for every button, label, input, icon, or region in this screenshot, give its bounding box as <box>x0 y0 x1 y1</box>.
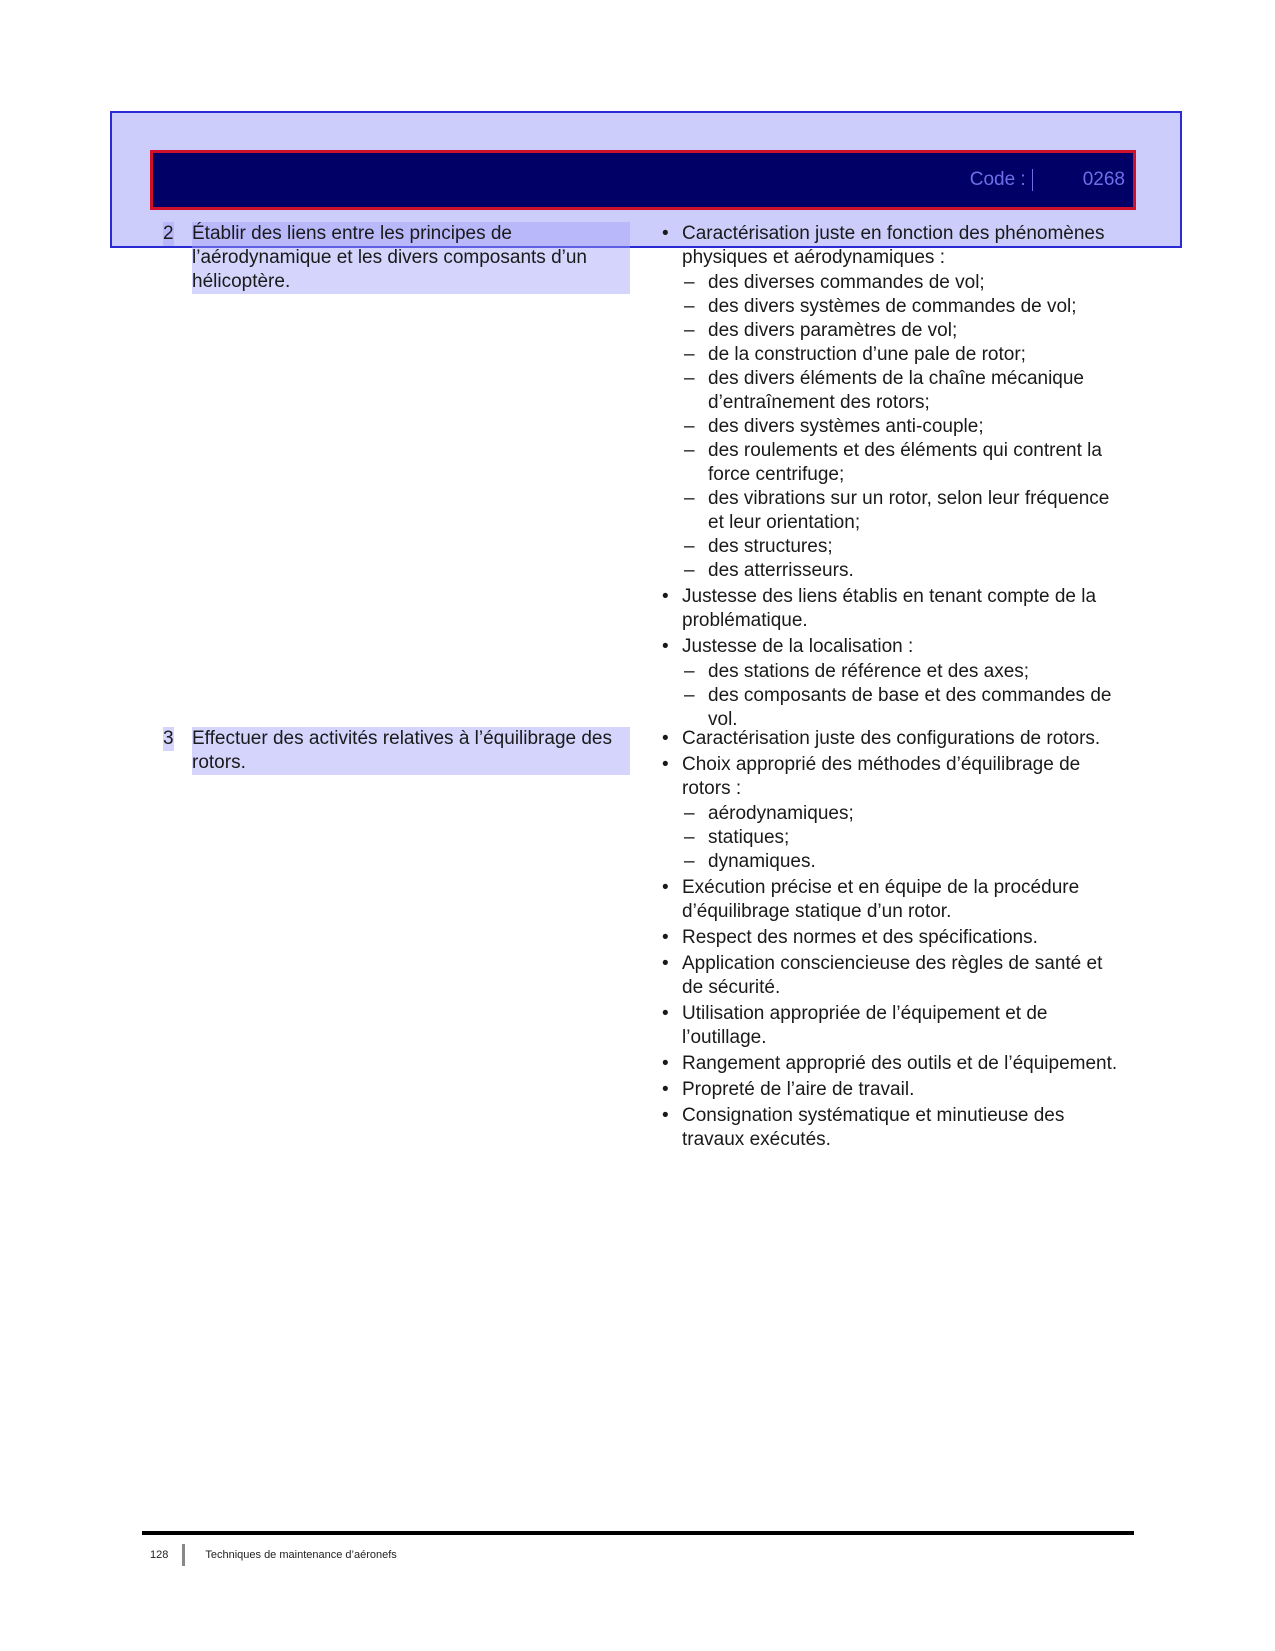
sub-criterion-item <box>660 295 1120 319</box>
sub-criterion-text: des diverses commandes de vol; <box>708 272 985 293</box>
dash-icon: – <box>684 344 695 365</box>
sub-criterion-text: de la construction d’une pale de rotor; <box>708 344 1026 365</box>
dash-icon: – <box>684 296 695 317</box>
criterion-item <box>660 727 1120 751</box>
element-statement <box>160 222 630 294</box>
dash-icon: – <box>684 440 695 461</box>
criterion-text: Utilisation appropriée de l’équipement et de l’outillage. <box>682 1003 1048 1048</box>
criterion-item <box>660 222 1120 270</box>
criterion-item <box>660 876 1120 924</box>
criterion-item <box>660 926 1120 950</box>
sub-criterion-item <box>660 319 1120 343</box>
dash-icon: – <box>684 803 695 824</box>
sub-criterion-item <box>660 559 1120 583</box>
criterion-text: Consignation systématique et minutieuse des travaux exécutés. <box>682 1105 1065 1150</box>
code-separator <box>1032 169 1033 191</box>
sub-criterion-item <box>660 343 1120 367</box>
criterion-item <box>660 585 1120 633</box>
criterion-item <box>660 952 1120 1000</box>
bullet-icon: • <box>662 586 669 607</box>
sub-criterion-text: dynamiques. <box>708 851 816 872</box>
dash-icon: – <box>684 827 695 848</box>
criterion-text: Exécution précise et en équipe de la procédure d’équilibrage statique d’un rotor. <box>682 877 1080 922</box>
page-number: 128 <box>150 1549 169 1561</box>
criterion-item <box>660 1052 1120 1076</box>
sub-criterion-text: des divers éléments de la chaîne mécanique d’entraînement des rotors; <box>708 368 1085 413</box>
sub-criterion-text: des roulements et des éléments qui contrent la force centrifuge; <box>708 440 1102 485</box>
dash-icon: – <box>684 661 695 682</box>
element-number: 2 <box>163 223 174 244</box>
sub-criterion-item <box>660 487 1120 535</box>
footer-title: Techniques de maintenance d’aéronefs <box>205 1549 397 1561</box>
sub-criterion-text: aérodynamiques; <box>708 803 854 824</box>
sub-criterion-text: des atterrisseurs. <box>708 560 854 581</box>
dash-icon: – <box>684 416 695 437</box>
criterion-item <box>660 1002 1120 1050</box>
criterion-item <box>660 1104 1120 1152</box>
sub-criterion-item <box>660 271 1120 295</box>
sub-criterion-item <box>660 415 1120 439</box>
bullet-icon: • <box>662 636 669 657</box>
bullet-icon: • <box>662 223 669 244</box>
element-text: Établir des liens entre les principes de l’aérodynamique et les divers composants d’un hélicoptère. <box>192 222 630 294</box>
element-statement <box>160 727 630 775</box>
page-footer <box>150 1544 397 1566</box>
dash-icon: – <box>684 851 695 872</box>
bullet-icon: • <box>662 1053 669 1074</box>
sub-criterion-item <box>660 802 1120 826</box>
sub-criterion-text: des divers systèmes de commandes de vol; <box>708 296 1077 317</box>
sub-criterion-item <box>660 684 1120 732</box>
code-label: Code : <box>969 169 1026 190</box>
criterion-text: Caractérisation juste des configurations de rotors. <box>682 728 1101 749</box>
bullet-icon: • <box>662 927 669 948</box>
sub-criterion-item <box>660 660 1120 684</box>
sub-criterion-text: des vibrations sur un rotor, selon leur fréquence et leur orientation; <box>708 488 1110 533</box>
sub-criterion-item <box>660 367 1120 415</box>
dash-icon: – <box>684 488 695 509</box>
criterion-text: Justesse des liens établis en tenant compte de la problématique. <box>682 586 1097 631</box>
element-number: 3 <box>163 728 174 749</box>
code-value: 0268 <box>1082 169 1125 190</box>
footer-rule <box>142 1531 1134 1535</box>
criterion-text: Respect des normes et des spécifications. <box>682 927 1038 948</box>
sub-criterion-text: des composants de base et des commandes de vol. <box>708 685 1112 730</box>
header-bar <box>150 150 1136 210</box>
criterion-text: Application consciencieuse des règles de santé et de sécurité. <box>682 953 1103 998</box>
performance-criteria <box>660 727 1120 1153</box>
bullet-icon: • <box>662 1003 669 1024</box>
dash-icon: – <box>684 272 695 293</box>
criterion-item <box>660 635 1120 659</box>
criterion-text: Justesse de la localisation : <box>682 636 914 657</box>
sub-criterion-text: statiques; <box>708 827 790 848</box>
sub-criterion-text: des stations de référence et des axes; <box>708 661 1030 682</box>
bullet-icon: • <box>662 728 669 749</box>
dash-icon: – <box>684 536 695 557</box>
dash-icon: – <box>684 560 695 581</box>
sub-criterion-text: des divers paramètres de vol; <box>708 320 958 341</box>
bullet-icon: • <box>662 1079 669 1100</box>
footer-separator <box>182 1544 185 1566</box>
criterion-text: Choix approprié des méthodes d’équilibrage de rotors : <box>682 754 1081 799</box>
criterion-item <box>660 1078 1120 1102</box>
element-text: Effectuer des activités relatives à l’équilibrage des rotors. <box>192 727 630 775</box>
bullet-icon: • <box>662 1105 669 1126</box>
criterion-item <box>660 753 1120 801</box>
performance-criteria <box>660 222 1120 732</box>
criterion-text: Caractérisation juste en fonction des phénomènes physiques et aérodynamiques : <box>682 223 1105 268</box>
criterion-text: Propreté de l’aire de travail. <box>682 1079 915 1100</box>
sub-criterion-item <box>660 850 1120 874</box>
sub-criterion-text: des divers systèmes anti-couple; <box>708 416 984 437</box>
sub-criterion-item <box>660 535 1120 559</box>
sub-criterion-text: des structures; <box>708 536 833 557</box>
sub-criterion-item <box>660 439 1120 487</box>
dash-icon: – <box>684 368 695 389</box>
bullet-icon: • <box>662 754 669 775</box>
bullet-icon: • <box>662 877 669 898</box>
criterion-text: Rangement approprié des outils et de l’équipement. <box>682 1053 1118 1074</box>
sub-criterion-item <box>660 826 1120 850</box>
dash-icon: – <box>684 685 695 706</box>
course-code <box>970 169 1125 191</box>
bullet-icon: • <box>662 953 669 974</box>
dash-icon: – <box>684 320 695 341</box>
